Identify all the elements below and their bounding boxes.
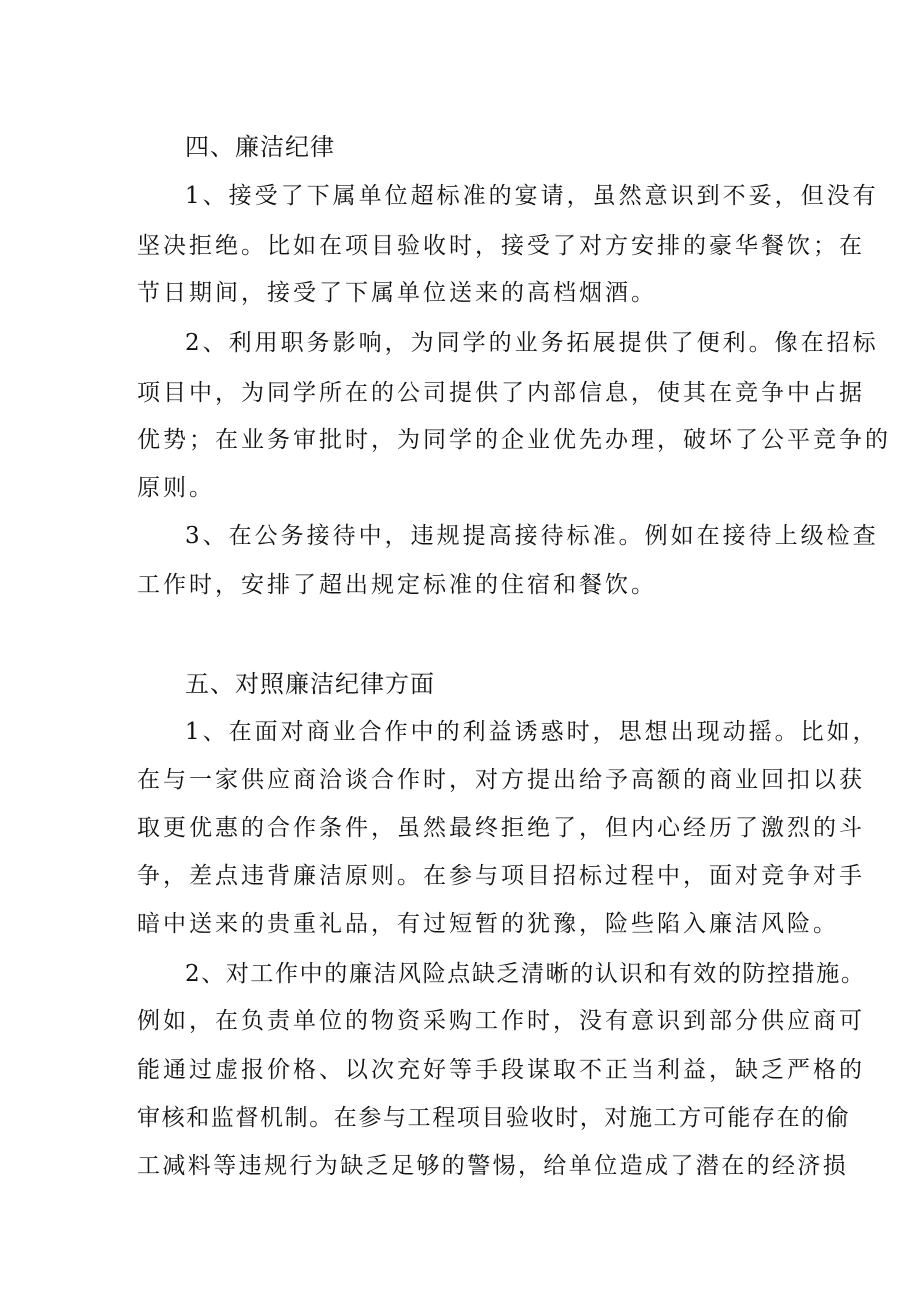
paragraph-line: 2、对工作中的廉洁风险点缺乏清晰的认识和有效的防控措施。: [185, 961, 866, 987]
paragraph-line: 3、在公务接待中，违规提高接待标准。例如在接待上级检查: [185, 523, 879, 549]
paragraph-line: 2、利用职务影响，为同学的业务拓展提供了便利。像在招标: [185, 330, 879, 356]
paragraph-line: 暗中送来的贵重礼品，有过短暂的犹豫，险些陷入廉洁风险。: [137, 911, 839, 937]
paragraph-line: 优势；在业务审批时，为同学的企业优先办理，破坏了公平竞争的: [137, 427, 891, 453]
paragraph-line: 项目中，为同学所在的公司提供了内部信息，使其在竞争中占据: [137, 380, 865, 406]
paragraph-line: 原则。: [137, 475, 215, 501]
paragraph-line: 例如，在负责单位的物资采购工作时，没有意识到部分供应商可: [137, 1008, 865, 1034]
paragraph-line: 争，差点违背廉洁原则。在参与项目招标过程中，面对竞争对手: [137, 863, 865, 889]
paragraph-line: 工减料等违规行为缺乏足够的警惕，给单位造成了潜在的经济损: [137, 1153, 849, 1179]
paragraph-line: 审核和监督机制。在参与工程项目验收时，对施工方可能存在的偷: [137, 1105, 851, 1131]
paragraph-line: 取更优惠的合作条件，虽然最终拒绝了，但内心经历了激烈的斗: [137, 815, 865, 841]
section-heading: 五、对照廉洁纪律方面: [185, 671, 435, 698]
paragraph-line: 节日期间，接受了下属单位送来的高档烟酒。: [137, 280, 657, 306]
paragraph-line: 1、在面对商业合作中的利益诱惑时，思想出现动摇。比如，: [185, 719, 879, 745]
paragraph-line: 工作时，安排了超出规定标准的住宿和餐饮。: [137, 572, 657, 598]
paragraph-line: 1、接受了下属单位超标准的宴请，虽然意识到不妥，但没有: [185, 183, 879, 209]
paragraph-line: 能通过虚报价格、以次充好等手段谋取不正当利益，缺乏严格的: [137, 1057, 865, 1083]
paragraph-line: 在与一家供应商洽谈合作时，对方提出给予高额的商业回扣以获: [137, 767, 865, 793]
paragraph-line: 坚决拒绝。比如在项目验收时，接受了对方安排的豪华餐饮；在: [137, 233, 865, 259]
section-heading: 四、廉洁纪律: [185, 134, 335, 161]
